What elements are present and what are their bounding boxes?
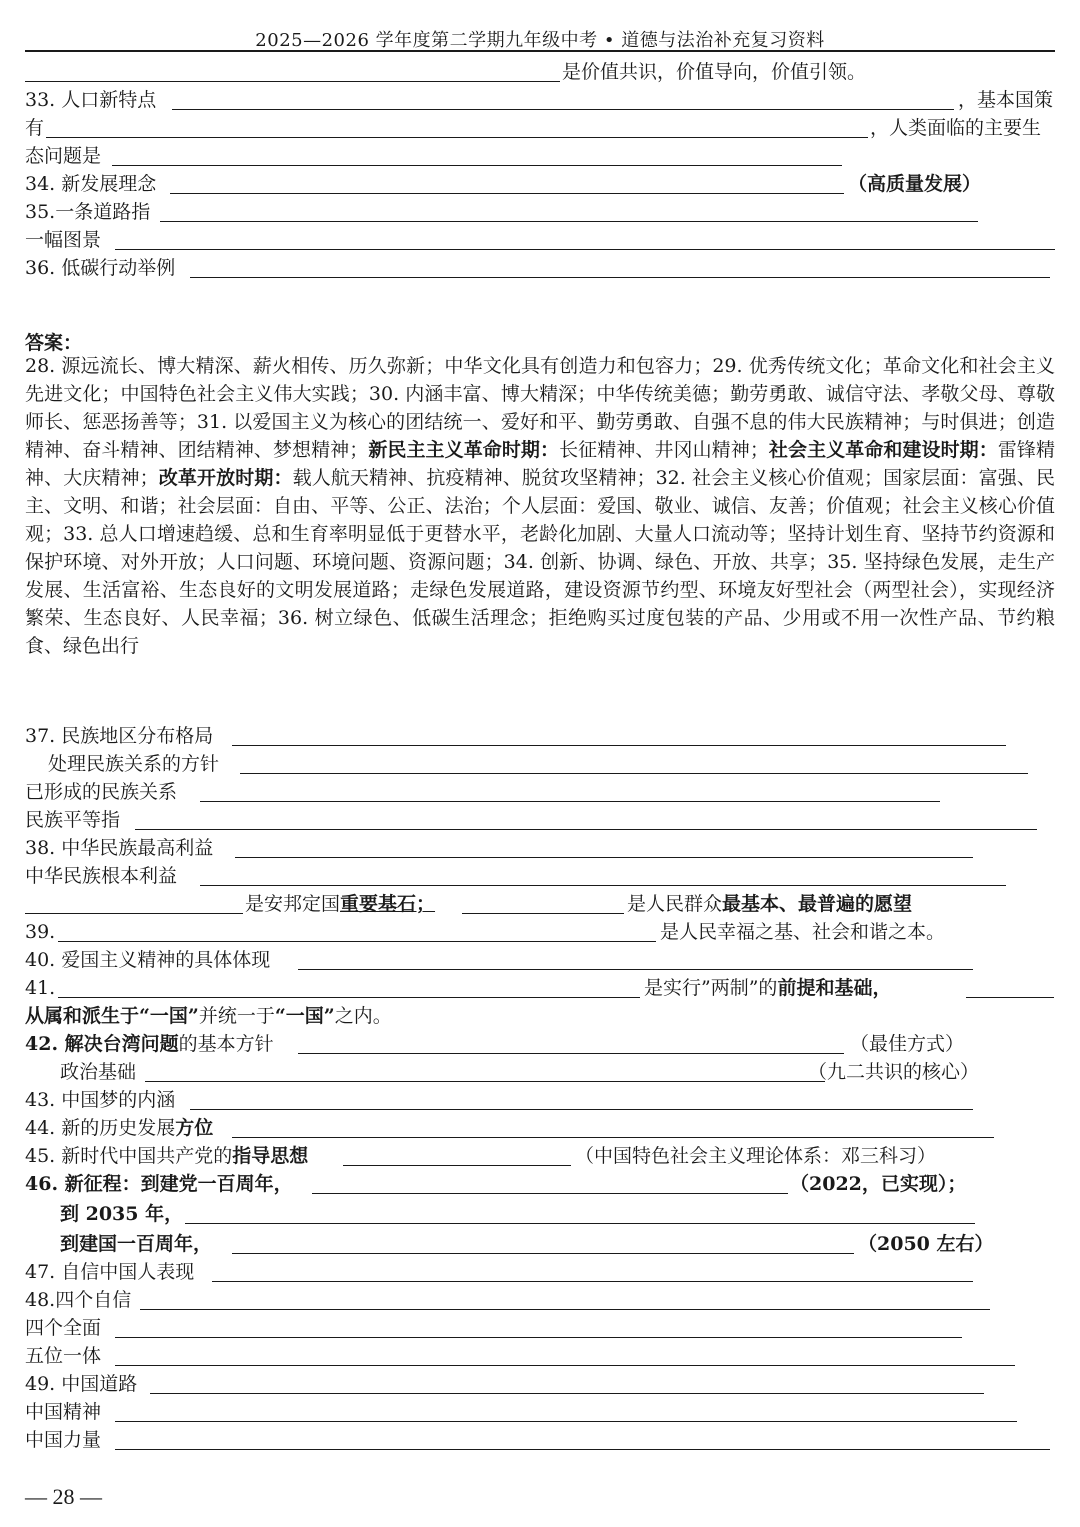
q35-label2: 一幅图景 — [25, 229, 102, 251]
q34-note: （高质量发展） — [848, 173, 982, 195]
q34-label: 34. 新发展理念 — [25, 173, 157, 195]
answer-blank[interactable] — [115, 1314, 962, 1338]
q48-label: 48.四个自信 — [25, 1289, 132, 1311]
q48-line2 — [0, 1314, 1080, 1342]
q49-label: 49. 中国道路 — [25, 1373, 138, 1395]
q33-line3 — [0, 142, 1080, 170]
answers-bold-1: 新民主主义革命时期： — [368, 439, 560, 461]
q36-label: 36. 低碳行动举例 — [25, 257, 176, 279]
page-number: — 28 — — [25, 1484, 102, 1509]
answer-blank[interactable] — [58, 974, 640, 998]
answer-blank[interactable] — [58, 918, 656, 942]
q42-label2: 政治基础 — [60, 1061, 137, 1083]
q38-line2 — [0, 862, 1080, 890]
q43-line — [0, 1086, 1080, 1114]
answer-blank[interactable] — [46, 114, 868, 138]
answer-blank[interactable] — [232, 1114, 994, 1138]
q34-line — [0, 170, 1080, 198]
q49-label2: 中国精神 — [25, 1401, 102, 1423]
answer-blank[interactable] — [145, 1058, 825, 1082]
answer-blank[interactable] — [232, 722, 1006, 746]
q38-mid2-bold: 最基本、最普遍的愿望 — [722, 893, 913, 915]
q45-note: （中国特色社会主义理论体系：邓三科习） — [575, 1145, 937, 1167]
q42-label-bold: 42. 解决台湾问题 — [25, 1033, 179, 1055]
answer-blank[interactable] — [343, 1142, 571, 1166]
answer-blank[interactable] — [172, 86, 954, 110]
q33-line2 — [0, 114, 1080, 142]
answer-blank[interactable] — [115, 1342, 1015, 1366]
q42-label — [25, 1030, 274, 1058]
q37-line1 — [0, 722, 1080, 750]
q32-continuation-line — [0, 58, 1080, 86]
q37-label4: 民族平等指 — [25, 809, 121, 831]
q46-label: 46. 新征程：到建党一百周年， — [25, 1173, 293, 1195]
q48-label2: 四个全面 — [25, 1317, 102, 1339]
answer-blank[interactable] — [135, 806, 1037, 830]
q46-note3: （2050 左右） — [858, 1233, 994, 1255]
q48-line3 — [0, 1342, 1080, 1370]
q40-label: 40. 爱国主义精神的具体体现 — [25, 949, 271, 971]
q49-line1 — [0, 1370, 1080, 1398]
q33-line1 — [0, 86, 1080, 114]
answers-bold-3: 改革开放时期： — [158, 467, 293, 489]
q38-line1 — [0, 834, 1080, 862]
q37-line4 — [0, 806, 1080, 834]
q49-label3: 中国力量 — [25, 1429, 102, 1451]
q33-line3-lead: 态问题是 — [25, 145, 102, 167]
q45-label-bold: 指导思想 — [232, 1145, 309, 1167]
q37-label: 37. 民族地区分布格局 — [25, 725, 214, 747]
q46-note: （2022，已实现）； — [790, 1173, 967, 1195]
q37-label2: 处理民族关系的方针 — [48, 753, 220, 775]
q46-line3 — [0, 1230, 1080, 1258]
answer-blank[interactable] — [25, 890, 243, 914]
q47-label: 47. 自信中国人表现 — [25, 1261, 195, 1283]
answer-blank[interactable] — [25, 58, 560, 82]
answers-heading: 答案： — [25, 332, 83, 354]
answers-text-1: 28. 源远流长、博大精深、薪火相传、历久弥新；中华文化具有创造力和包容力；29. 优秀传统文化；革命文化和社会主义先进文化；中国特色社会主义伟大实践；30. 内涵丰富、博大精深；中华传统美德；勤劳勇敢、诚信守法、孝敬父母、尊敬师长、惩恶扬善等；31. 以爱国主义为核心的团结统一、爱好和平、勤劳勇敢、自强不息的伟大民族精神；与时俱进；创造精神、奋斗精神、团结精神、梦想精神； — [25, 355, 1055, 461]
answer-blank[interactable] — [115, 1426, 1050, 1450]
q46-line1 — [0, 1170, 1080, 1198]
q33-label: 33. 人口新特点 — [25, 89, 157, 111]
q41-line2-bold1: 从属和派生于“一国” — [25, 1005, 199, 1027]
q47-line — [0, 1258, 1080, 1286]
q37-line2 — [0, 750, 1080, 778]
q48-line1 — [0, 1286, 1080, 1314]
q41-line1 — [0, 974, 1080, 1002]
q44-line — [0, 1114, 1080, 1142]
answer-blank[interactable] — [212, 1258, 973, 1282]
q33-mid: ，基本国策 — [958, 89, 1054, 111]
answers-bold-2: 社会主义革命和建设时期： — [768, 439, 998, 461]
q41-line2-end: 之内。 — [334, 1005, 392, 1027]
q41-line2 — [25, 1002, 392, 1030]
q41-mid — [644, 974, 891, 1002]
q41-mid-text: 是实行”两制”的 — [644, 977, 778, 999]
answers-text-4: 载人航天精神、抗疫精神、脱贫攻坚精神；32. 社会主义核心价值观；国家层面：富强、民主、文明、和谐；社会层面：自由、平等、公正、法治；个人层面：爱国、敬业、诚信、友善；价值观；社会主义核心价值观；33. 总人口增速趋缓、总和生育率明显低于更替水平，老龄化加剧、大量人口流动等；坚持计划生育、坚持节约资源和保护环境、对外开放；人口问题、环境问题、资源问题；34. 创新、协调、绿色、开放、共享；35. 坚持绿色发展，走生产发展、生活富裕、生态良好的文明发展道路；走绿色发展道路，建设资源节约型、环境友好型社会（两型社会），实现经济繁荣、生态良好、人民幸福；36. 树立绿色、低碳生活理念；拒绝购买过度包装的产品、少用或不用一次性产品、节约粮食、绿色出行 — [25, 467, 1055, 657]
q45-label — [25, 1142, 308, 1170]
answer-blank[interactable] — [170, 170, 844, 194]
answer-blank[interactable] — [298, 946, 973, 970]
header-rule — [25, 50, 1055, 52]
q41-line2-text: 并统一于 — [198, 1005, 275, 1027]
q33-line2-mid: ，人类面临的主要生 — [870, 117, 1042, 139]
answer-blank[interactable] — [190, 1086, 973, 1110]
q44-label-bold: 方位 — [175, 1117, 214, 1139]
answer-blank[interactable] — [112, 142, 842, 166]
q40-line — [0, 946, 1080, 974]
q38-label2: 中华民族根本利益 — [25, 865, 178, 887]
answer-blank[interactable] — [235, 834, 973, 858]
q38-line3 — [0, 890, 1080, 918]
answer-blank[interactable] — [115, 226, 1055, 250]
answer-blank[interactable] — [240, 750, 1028, 774]
q38-mid1 — [245, 890, 435, 918]
q46-label3: 到建国一百周年， — [60, 1233, 213, 1255]
q38-label: 38. 中华民族最高利益 — [25, 837, 214, 859]
q39-label: 39. — [25, 921, 56, 943]
answers-paragraph — [25, 352, 1055, 660]
q49-line2 — [0, 1398, 1080, 1426]
answer-blank[interactable] — [232, 1230, 854, 1254]
q42-label-text: 的基本方针 — [178, 1033, 274, 1055]
answer-blank[interactable] — [160, 198, 978, 222]
q35-label: 35.一条道路指 — [25, 201, 151, 223]
q41-mid-bold: 前提和基础， — [777, 977, 892, 999]
q37-line3 — [0, 778, 1080, 806]
q42-note2: （九二共识的核心） — [808, 1061, 980, 1083]
q41-label: 41. — [25, 977, 56, 999]
q48-label3: 五位一体 — [25, 1345, 102, 1367]
q35-line2 — [0, 226, 1080, 254]
q36-line — [0, 254, 1080, 282]
q41-line2 — [0, 1002, 1080, 1030]
q49-line3 — [0, 1426, 1080, 1454]
q35-line1 — [0, 198, 1080, 226]
q42-line1 — [0, 1030, 1080, 1058]
q37-label3: 已形成的民族关系 — [25, 781, 178, 803]
q42-line2 — [0, 1058, 1080, 1086]
q38-mid1-bold: 重要基石； — [340, 893, 436, 915]
q44-label — [25, 1114, 213, 1142]
q38-mid2-text: 是人民群众 — [627, 893, 723, 915]
q32-suffix: 是价值共识，价值导向，价值引领。 — [562, 61, 867, 83]
answer-blank[interactable] — [140, 1286, 990, 1310]
answer-blank[interactable] — [185, 1200, 975, 1224]
answer-blank[interactable] — [150, 1370, 984, 1394]
q46-label2: 到 2035 年， — [60, 1203, 184, 1225]
answer-blank[interactable] — [115, 1398, 1017, 1422]
answer-blank[interactable] — [462, 890, 624, 914]
answer-blank[interactable] — [200, 778, 940, 802]
q39-suffix: 是人民幸福之基、社会和谐之本。 — [660, 921, 946, 943]
q41-line2-bold2: “一国” — [274, 1005, 335, 1027]
page-header: 2025—2026 学年度第二学期九年级中考 • 道德与法治补充复习资料 — [255, 30, 825, 51]
q45-label-text: 45. 新时代中国共产党的 — [25, 1145, 233, 1167]
answers-text-2: 长征精神、井冈山精神； — [559, 439, 769, 461]
q33-line2-lead: 有 — [25, 117, 45, 139]
q38-mid2 — [627, 890, 912, 918]
q38-mid1-text: 是安邦定国 — [245, 893, 341, 915]
answer-blank[interactable] — [298, 1030, 844, 1054]
answer-blank[interactable] — [190, 254, 1050, 278]
answer-blank[interactable] — [312, 1170, 788, 1194]
answer-blank[interactable] — [200, 862, 1006, 886]
answers-text-3: 雷锋精神、大庆精神； — [25, 439, 1055, 489]
q44-label-text: 44. 新的历史发展 — [25, 1117, 176, 1139]
q39-line — [0, 918, 1080, 946]
answer-blank[interactable] — [966, 974, 1054, 998]
q45-line — [0, 1142, 1080, 1170]
q43-label: 43. 中国梦的内涵 — [25, 1089, 176, 1111]
q42-note: （最佳方式） — [850, 1033, 965, 1055]
q46-line2 — [0, 1200, 1080, 1228]
